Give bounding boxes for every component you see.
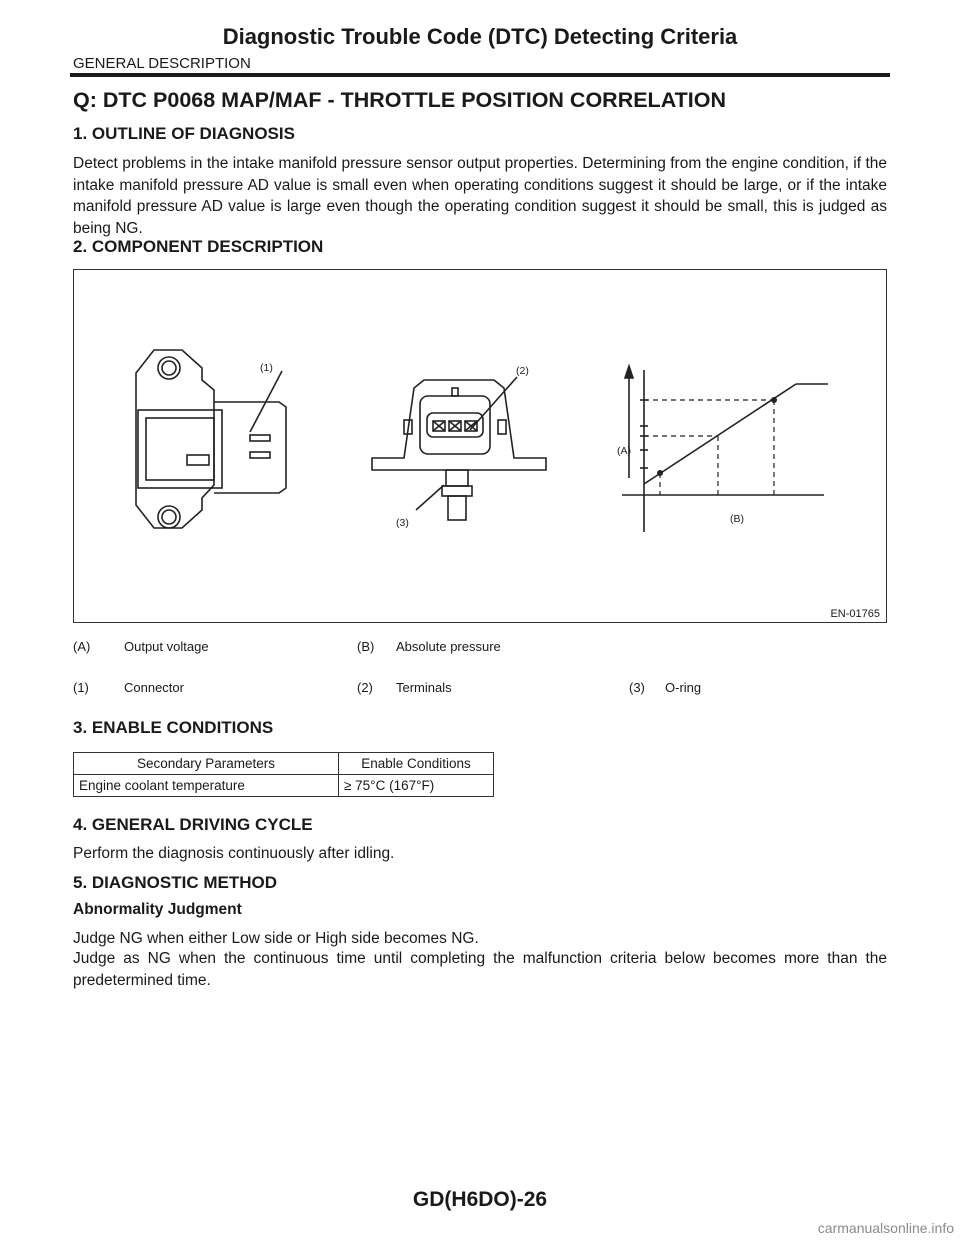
connector-slot-1	[250, 435, 270, 441]
graph-point-low	[657, 470, 663, 476]
figure-code: EN-01765	[830, 608, 880, 620]
enable-heading: 3. ENABLE CONDITIONS	[73, 718, 274, 737]
page-header-title: Diagnostic Trouble Code (DTC) Detecting Criteria	[222, 24, 738, 49]
o-ring	[442, 486, 472, 496]
callout-1: (1)	[260, 362, 273, 374]
table-cell: Engine coolant temperature	[74, 775, 339, 797]
section-title: Q: DTC P0068 MAP/MAF - THROTTLE POSITION CORRELATION	[73, 88, 726, 112]
component-figure	[73, 269, 887, 623]
graph-point-high	[771, 397, 777, 403]
legend-label-a: Output voltage	[124, 639, 209, 654]
sensor-front-outline	[372, 380, 546, 470]
callout-b: (B)	[730, 513, 744, 525]
watermark: carmanualsonline.info	[817, 1220, 954, 1236]
legend-label-b: Absolute pressure	[396, 639, 501, 654]
callout-2: (2)	[516, 365, 529, 377]
driving-heading: 4. GENERAL DRIVING CYCLE	[73, 815, 313, 834]
legend-key-1: (1)	[73, 680, 89, 695]
table-header-cell: Secondary Parameters	[74, 753, 339, 775]
enable-conditions-table	[73, 752, 494, 797]
header-divider	[70, 73, 890, 77]
table-header-row	[74, 753, 494, 775]
sensor-nozzle	[448, 496, 466, 520]
callout-a: (A)	[617, 445, 631, 457]
legend-key-2: (2)	[357, 680, 373, 695]
sensor-neck	[446, 470, 468, 486]
sensor-face	[138, 410, 222, 488]
sensor-label-plate	[187, 455, 209, 465]
legend-label-3: O-ring	[665, 680, 702, 695]
sensor-face-inner	[146, 418, 214, 480]
callout-line-3	[416, 485, 444, 510]
table-cell: ≥ 75°C (167°F)	[339, 775, 494, 797]
page-header-subtitle: GENERAL DESCRIPTION	[73, 55, 251, 72]
graph-y-arrow	[625, 366, 633, 378]
outline-text: Detect problems in the intake manifold pressure sensor output properties. Determining from the engine condition, if the intake manifold pressure AD value is small even when operating conditions suggest it should be large, or if the intake manifold pressure AD value is large even though the operating condition suggest it should be small, this is judged as being NG.	[73, 155, 887, 237]
legend-key-3: (3)	[629, 680, 645, 695]
connector-slot-2	[250, 452, 270, 458]
legend-label-1: Connector	[124, 680, 184, 695]
method-subheading: Abnormality Judgment	[73, 901, 242, 918]
mount-hole-top-inner	[162, 361, 176, 375]
method-heading: 5. DIAGNOSTIC METHOD	[73, 873, 278, 892]
method-line-1: Judge NG when either Low side or High side becomes NG.	[73, 930, 479, 947]
sensor-illustration	[74, 270, 886, 622]
callout-3: (3)	[396, 517, 409, 529]
legend-label-2: Terminals	[396, 680, 452, 695]
page-number: GD(H6DO)-26	[412, 1188, 548, 1211]
table-row	[74, 775, 494, 797]
outline-heading: 1. OUTLINE OF DIAGNOSIS	[73, 124, 295, 143]
connector-latch	[452, 388, 458, 396]
connector-ear-right	[498, 420, 506, 434]
mount-hole-bottom-inner	[162, 510, 176, 524]
table-header-cell: Enable Conditions	[339, 753, 494, 775]
legend-key-a: (A)	[73, 639, 91, 654]
driving-text: Perform the diagnosis continuously after idling.	[73, 845, 395, 862]
component-heading: 2. COMPONENT DESCRIPTION	[73, 237, 324, 256]
callout-line-2	[470, 377, 517, 430]
method-line-2: Judge as NG when the continuous time until completing the malfunction criteria below becomes more than the predetermined time.	[73, 950, 887, 989]
legend-key-b: (B)	[357, 639, 375, 654]
connector-housing	[214, 402, 286, 493]
